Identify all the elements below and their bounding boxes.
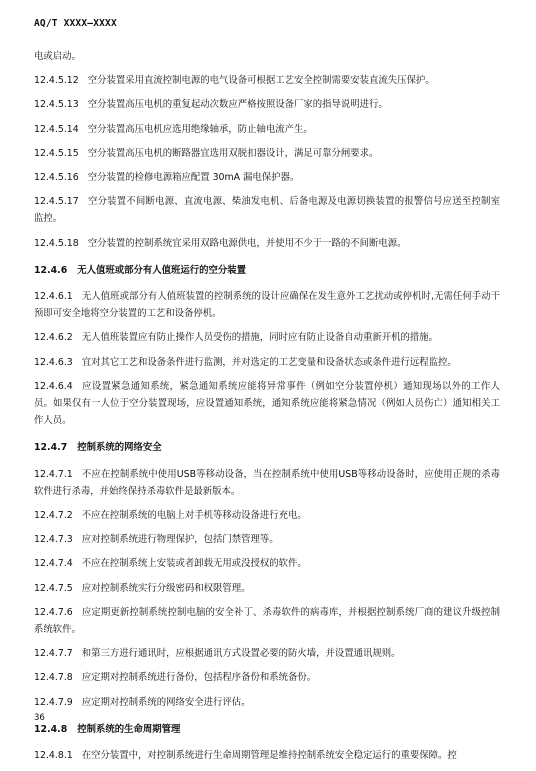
- doc-code-header: AQ/T XXXX—XXXX: [34, 18, 117, 29]
- clause-text: 不应在控制系统的电脑上对手机等移动设备进行充电。: [81, 510, 307, 522]
- clause-number: 12.4.7.2: [34, 510, 73, 522]
- clause-paragraph: [34, 580, 500, 597]
- clause-paragraph: [34, 329, 500, 346]
- clause-number: 12.4.7.7: [34, 648, 73, 660]
- clause-paragraph: [34, 555, 500, 572]
- clause-text: 空分装置采用直流控制电源的电气设备可根据工艺安全控制需要安装直流失压保护。: [87, 75, 435, 87]
- section-title: 无人值班或部分有人值班运行的空分装置: [77, 264, 246, 276]
- clause-paragraph: [34, 72, 500, 89]
- clause-paragraph: [34, 531, 500, 548]
- section-heading: [34, 439, 500, 456]
- lead-text: 电或启动。: [34, 51, 81, 62]
- page-number: 36: [34, 713, 45, 723]
- clause-number: 12.4.7.6: [34, 606, 73, 618]
- clause-text: 空分装置的检修电源箱应配置 30mA 漏电保护器。: [87, 172, 300, 184]
- document-body: [34, 48, 500, 771]
- section-number: 12.4.8: [34, 723, 68, 735]
- clause-number: 12.4.7.5: [34, 582, 73, 594]
- clause-paragraph: [34, 604, 500, 638]
- section-title: 控制系统的网络安全: [77, 442, 162, 454]
- section-title: 控制系统的生命周期管理: [77, 723, 181, 735]
- clause-text: 空分装置高压电机的断路器宜选用双脱扣器设计，满足可靠分闸要求。: [87, 147, 379, 159]
- clause-paragraph: [34, 747, 500, 764]
- clause-text: 应设置紧急通知系统，紧急通知系统应能将异常事件（例如空分装置停机）通知现场以外的工作人员。如果仅有一人位于空分装置现场，应设置通知系统，通知系统应能将紧急情况（例如人员伤亡）通知相关工作人员。: [34, 380, 500, 427]
- clause-paragraph: [34, 145, 500, 162]
- clause-paragraph: [34, 466, 500, 500]
- clause-text: 应定期更新控制系统控制电脑的安全补丁、杀毒软件的病毒库，并根据控制系统厂商的建议升级控制系统软件。: [34, 606, 500, 636]
- clause-paragraph: [34, 96, 500, 113]
- clause-number: 12.4.8.1: [34, 750, 73, 762]
- clause-paragraph: [34, 121, 500, 138]
- clause-text: 在空分装置中，对控制系统进行生命周期管理是维持控制系统安全稳定运行的重要保障。控: [81, 750, 457, 762]
- clause-number: 12.4.7.4: [34, 558, 73, 570]
- clause-text: 空分装置的控制系统宜采用双路电源供电，并使用不少于一路的不间断电源。: [87, 237, 407, 249]
- clause-paragraph: [34, 354, 500, 371]
- clause-text: 无人值班或部分有人值班装置的控制系统的设计应确保在发生意外工艺扰动或停机时,无需任何手动干预即可安全地将空分装置的工艺和设备停机。: [34, 291, 500, 320]
- clause-number: 12.4.5.15: [34, 147, 79, 159]
- clause-number: 12.4.6.2: [34, 332, 73, 344]
- clause-text: 应对控制系统进行物理保护，包括门禁管理等。: [81, 534, 279, 546]
- clause-number: 12.4.5.17: [34, 196, 79, 208]
- clause-number: 12.4.7.9: [34, 696, 73, 708]
- clause-paragraph: [34, 694, 500, 711]
- clause-paragraph: [34, 235, 500, 252]
- section-number: 12.4.7: [34, 442, 68, 454]
- clause-text: 应对控制系统实行分级密码和权限管理。: [81, 582, 251, 594]
- clause-paragraph: [34, 378, 500, 430]
- clause-text: 无人值班装置应有防止操作人员受伤的措施，同时应有防止设备自动重新开机的措施。: [81, 332, 439, 344]
- section-number: 12.4.6: [34, 264, 68, 276]
- clause-number: 12.4.5.13: [34, 99, 79, 111]
- clause-number: 12.4.5.14: [34, 123, 79, 135]
- clause-paragraph: [34, 507, 500, 524]
- clause-text: 不应在控制系统中使用USB等移动设备，当在控制系统中使用USB等移动设备时，应使用正规的杀毒软件进行杀毒，并始终保持杀毒软件是最新版本。: [34, 468, 500, 497]
- clause-number: 12.4.7.1: [34, 468, 73, 480]
- clause-text: 应定期对控制系统的网络安全进行评估。: [81, 696, 251, 708]
- clause-paragraph: [34, 669, 500, 686]
- clause-paragraph: [34, 169, 500, 186]
- clause-number: 12.4.7.3: [34, 534, 73, 546]
- clause-paragraph: [34, 288, 500, 322]
- section-heading: [34, 262, 500, 279]
- clause-number: 12.4.6.4: [34, 380, 73, 392]
- clause-text: 空分装置高压电机的重复起动次数应严格按照设备厂家的指导说明进行。: [87, 99, 388, 111]
- clause-text: 宜对其它工艺和设备条件进行监测，并对选定的工艺变量和设备状态或条件进行远程监控。: [81, 356, 457, 368]
- clause-number: 12.4.5.12: [34, 75, 79, 87]
- clause-number: 12.4.7.8: [34, 672, 73, 684]
- clause-paragraph: [34, 193, 500, 227]
- clause-text: 空分装置不间断电源、直流电源、柴油发电机、后备电源及电源切换装置的报警信号应送至控制室监控。: [34, 196, 500, 225]
- clause-text: 应定期对控制系统进行备份，包括程序备份和系统备份。: [81, 672, 317, 684]
- clause-text: 不应在控制系统上安装或者卸载无用或没授权的软件。: [81, 558, 307, 570]
- section-heading: [34, 721, 500, 738]
- clause-text: 和第三方进行通讯时，应根据通讯方式设置必要的防火墙，并设置通讯规则。: [81, 648, 401, 660]
- clause-number: 12.4.6.1: [34, 291, 73, 303]
- clause-number: 12.4.6.3: [34, 356, 73, 368]
- clause-number: 12.4.5.18: [34, 237, 79, 249]
- clause-paragraph: [34, 645, 500, 662]
- clause-number: 12.4.5.16: [34, 172, 79, 184]
- clause-text: 空分装置高压电机应选用绝缘轴承，防止轴电流产生。: [87, 123, 313, 135]
